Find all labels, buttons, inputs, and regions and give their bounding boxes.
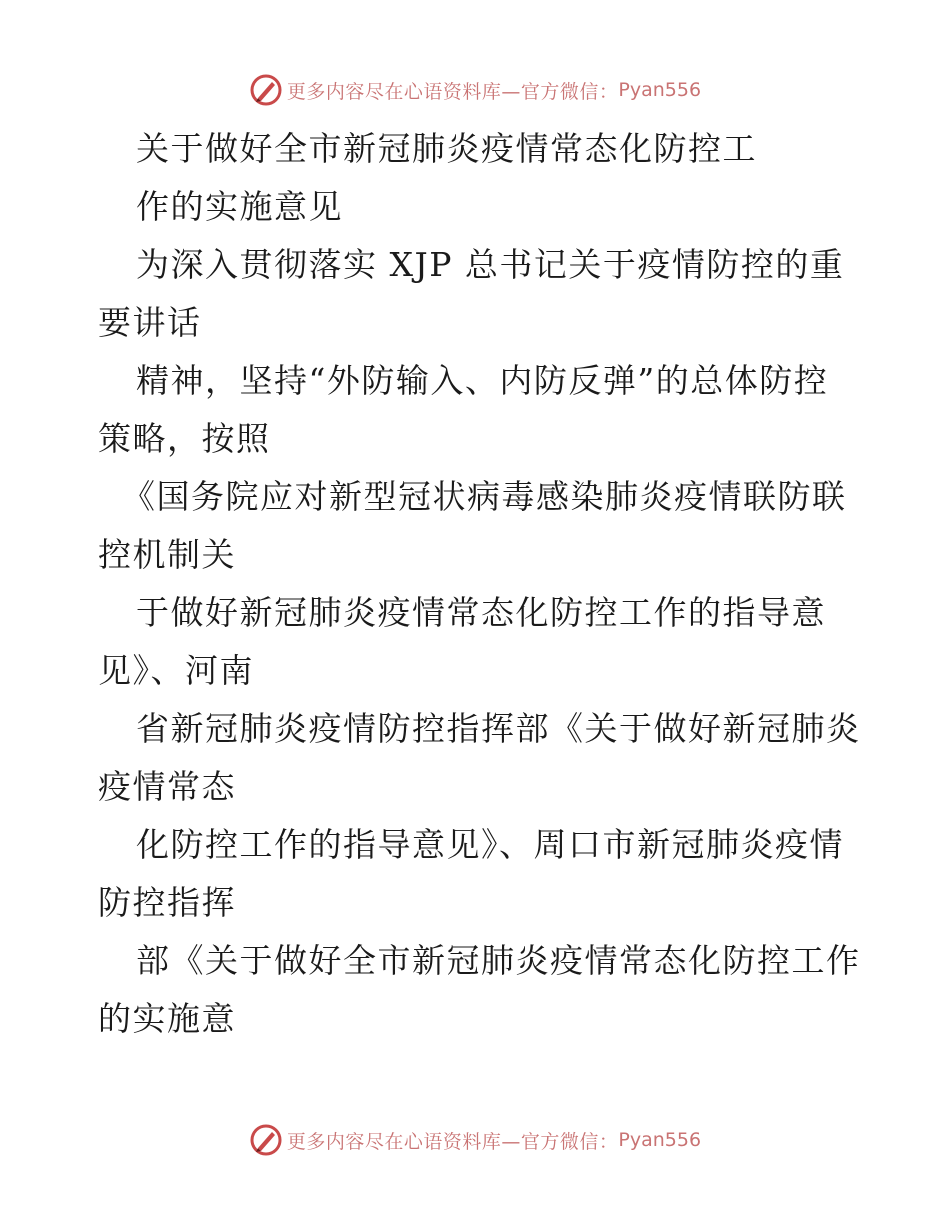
- paragraph-line: 为深入贯彻落实 XJP 总书记关于疫情防控的重: [136, 245, 845, 284]
- document-title-line-2: 作的实施意见: [136, 187, 343, 226]
- pen-logo-icon: [249, 73, 283, 107]
- paragraph-line: 见》、河南: [98, 651, 254, 690]
- footer-banner-contact: Pyan556: [618, 1129, 702, 1151]
- paragraph-line: 的实施意: [98, 999, 236, 1038]
- document-title-line-1: 关于做好全市新冠肺炎疫情常态化防控工: [136, 129, 757, 168]
- paragraph-line: 部《关于做好全市新冠肺炎疫情常态化防控工作: [136, 941, 861, 980]
- document-body: [98, 120, 868, 1048]
- header-banner: [0, 70, 950, 110]
- paragraph-line: 省新冠肺炎疫情防控指挥部《关于做好新冠肺炎: [136, 709, 861, 748]
- paragraph-line: 于做好新冠肺炎疫情常态化防控工作的指导意: [136, 593, 826, 632]
- paragraph-line: 控机制关: [98, 535, 236, 574]
- paragraph-line: 疫情常态: [98, 767, 236, 806]
- footer-banner-text: 更多内容尽在心语资料库—官方微信：: [286, 1130, 619, 1153]
- pen-logo-icon: [249, 1123, 283, 1157]
- paragraph-line: 防控指挥: [98, 883, 236, 922]
- paragraph-line: 化防控工作的指导意见》、周口市新冠肺炎疫情: [136, 825, 844, 864]
- footer-banner: [0, 1120, 950, 1160]
- header-banner-contact: Pyan556: [618, 79, 702, 101]
- header-banner-text: 更多内容尽在心语资料库—官方微信：: [286, 80, 619, 103]
- paragraph-line: 《国务院应对新型冠状病毒感染肺炎疫情联防联: [122, 477, 847, 516]
- paragraph-line: 策略，按照: [98, 419, 271, 458]
- paragraph-line: 精神，坚持“外防输入、内防反弹”的总体防控: [136, 361, 829, 400]
- paragraph-line: 要讲话: [98, 303, 202, 342]
